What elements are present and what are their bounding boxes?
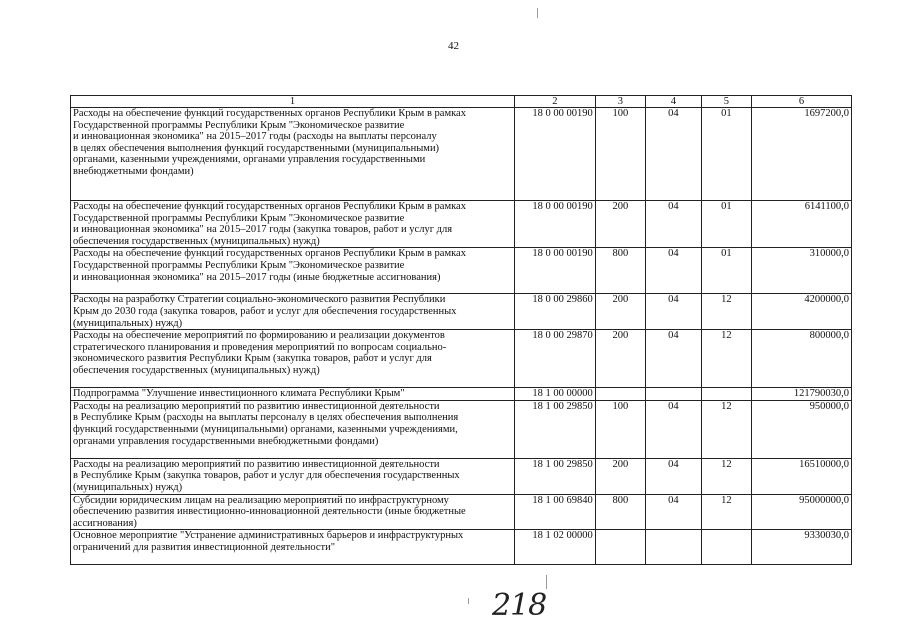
- row-col5: 12: [701, 330, 751, 388]
- row-col3: 800: [595, 248, 645, 294]
- row-description: Расходы на реализацию мероприятий по развитию инвестиционной деятельности в Республике Крым (закупка товаров, работ и услуг для обеспечения государственных (муниципальных) нужд): [71, 458, 515, 494]
- row-code: 18 0 00 00190: [514, 201, 595, 248]
- row-col5: 12: [701, 400, 751, 458]
- row-code: 18 0 00 29860: [514, 294, 595, 330]
- row-description: Субсидии юридическим лицам на реализацию мероприятий по инфраструктурному обеспечению развития инвестиционно-инновационной деятельности (иные бюджетные ассигнования): [71, 494, 515, 530]
- row-col5: [701, 388, 751, 401]
- table-header-row: [71, 96, 852, 108]
- table-row: [71, 201, 852, 248]
- row-amount: 95000000,0: [752, 494, 852, 530]
- row-amount: 1697200,0: [752, 108, 852, 201]
- scan-speck: [546, 575, 547, 589]
- table-row: [71, 458, 852, 494]
- row-description: Расходы на реализацию мероприятий по развитию инвестиционной деятельности в Республике Крым (расходы на выплаты персоналу в целях обеспечения выполнения функций государственными (муниципальными) органами, казенными учреждениями, органами управления государственными внебюджетными фондами): [71, 400, 515, 458]
- row-code: 18 1 02 00000: [514, 530, 595, 565]
- row-col4: 04: [646, 201, 701, 248]
- row-amount: 310000,0: [752, 248, 852, 294]
- header-cell-1: 1: [71, 96, 515, 108]
- table-row: [71, 248, 852, 294]
- scan-speck: [537, 8, 538, 18]
- row-description: Подпрограмма "Улучшение инвестиционного климата Республики Крым": [71, 388, 515, 401]
- row-col3: 200: [595, 201, 645, 248]
- row-col4: 04: [646, 294, 701, 330]
- row-col5: 01: [701, 248, 751, 294]
- table-row: [71, 494, 852, 530]
- row-code: 18 1 00 69840: [514, 494, 595, 530]
- row-col4: 04: [646, 108, 701, 201]
- row-amount: 800000,0: [752, 330, 852, 388]
- row-code: 18 1 00 29850: [514, 400, 595, 458]
- row-description: Расходы на разработку Стратегии социально-экономического развития Республики Крым до 2030 года (закупка товаров, работ и услуг для обеспечения государственных (муниципальных) нужд): [71, 294, 515, 330]
- budget-table: [70, 95, 852, 565]
- scan-speck: [468, 598, 469, 604]
- row-col5: 12: [701, 494, 751, 530]
- row-code: 18 0 00 00190: [514, 108, 595, 201]
- row-code: 18 1 00 00000: [514, 388, 595, 401]
- row-col3: 200: [595, 458, 645, 494]
- header-cell-3: 3: [595, 96, 645, 108]
- table-row: [71, 330, 852, 388]
- row-description: Расходы на обеспечение функций государственных органов Республики Крым в рамках Государственной программы Республики Крым "Экономическое развитие и инновационная экономика" на 2015–2017 годы (иные бюджетные ассигнования): [71, 248, 515, 294]
- row-col4: [646, 530, 701, 565]
- table-row: [71, 400, 852, 458]
- row-col5: 12: [701, 458, 751, 494]
- row-col4: 04: [646, 458, 701, 494]
- header-cell-2: 2: [514, 96, 595, 108]
- header-cell-4: 4: [646, 96, 701, 108]
- header-cell-5: 5: [701, 96, 751, 108]
- row-col3: 200: [595, 294, 645, 330]
- row-col4: 04: [646, 494, 701, 530]
- row-col5: 01: [701, 201, 751, 248]
- row-amount: 4200000,0: [752, 294, 852, 330]
- row-col3: 100: [595, 108, 645, 201]
- table-row: [71, 294, 852, 330]
- row-col3: 100: [595, 400, 645, 458]
- row-col3: 800: [595, 494, 645, 530]
- row-col4: [646, 388, 701, 401]
- row-col3: [595, 530, 645, 565]
- row-amount: 9330030,0: [752, 530, 852, 565]
- row-code: 18 1 00 29850: [514, 458, 595, 494]
- handwritten-page-number: 218: [492, 588, 547, 623]
- row-col4: 04: [646, 248, 701, 294]
- row-description: Расходы на обеспечение функций государственных органов Республики Крым в рамках Государственной программы Республики Крым "Экономическое развитие и инновационная экономика" на 2015–2017 годы (расходы на выплаты персоналу в целях обеспечения выполнения функций государственными (муниципальными) органами, казенными учреждениями, органами управления государственными внебюджетными фондами): [71, 108, 515, 201]
- row-amount: 16510000,0: [752, 458, 852, 494]
- row-description: Расходы на обеспечение мероприятий по формированию и реализации документов стратегического планирования и проведения мероприятий по вопросам социально- экономического развития Республики Крым (закупка товаров, работ и услуг для обеспечения государственных (муниципальных) нужд): [71, 330, 515, 388]
- row-col3: [595, 388, 645, 401]
- row-code: 18 0 00 29870: [514, 330, 595, 388]
- row-col3: 200: [595, 330, 645, 388]
- table-row: [71, 108, 852, 201]
- header-cell-6: 6: [752, 96, 852, 108]
- row-description: Основное мероприятие "Устранение административных барьеров и инфраструктурных ограничений для развития инвестиционной деятельности": [71, 530, 515, 565]
- row-col5: [701, 530, 751, 565]
- row-code: 18 0 00 00190: [514, 248, 595, 294]
- row-description: Расходы на обеспечение функций государственных органов Республики Крым в рамках Государственной программы Республики Крым "Экономическое развитие и инновационная экономика" на 2015–2017 годы (закупка товаров, работ и услуг для обеспечения государственных (муниципальных) нужд): [71, 201, 515, 248]
- row-col4: 04: [646, 400, 701, 458]
- row-col5: 01: [701, 108, 751, 201]
- table-row: [71, 388, 852, 401]
- page-number: 42: [448, 40, 459, 52]
- row-col5: 12: [701, 294, 751, 330]
- table-row: [71, 530, 852, 565]
- row-amount: 950000,0: [752, 400, 852, 458]
- row-amount: 6141100,0: [752, 201, 852, 248]
- row-amount: 121790030,0: [752, 388, 852, 401]
- row-col4: 04: [646, 330, 701, 388]
